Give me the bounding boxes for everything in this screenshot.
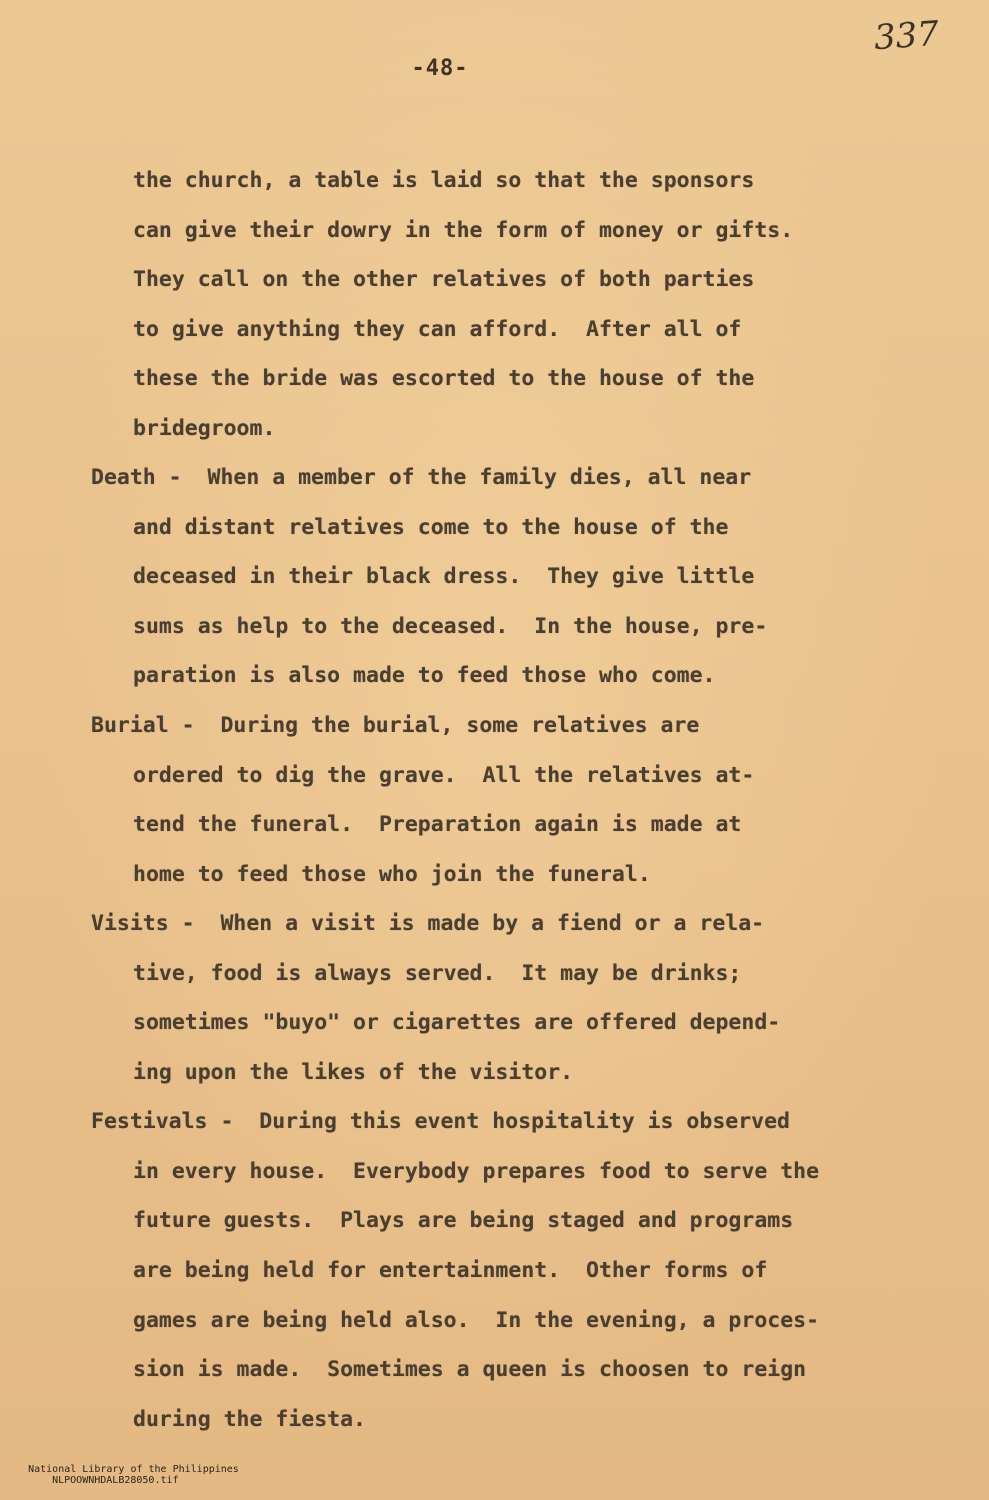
- text-line: Visits - When a visit is made by a fiend or a rela-: [91, 911, 765, 937]
- text-line: sums as help to the deceased. In the house, pre-: [133, 613, 768, 639]
- archive-number: 337: [872, 13, 941, 59]
- text-line: in every house. Everybody prepares food to serve the: [133, 1158, 820, 1184]
- text-line: during the fiesta.: [133, 1406, 366, 1432]
- text-line: home to feed those who join the funeral.: [133, 861, 651, 887]
- text-line: tend the funeral. Preparation again is made at: [133, 812, 742, 838]
- footer-filename: NLPOOWNHDALB28050.tif: [52, 1475, 179, 1486]
- text-line: ordered to dig the grave. All the relatives at-: [133, 762, 755, 788]
- text-line: games are being held also. In the evening, a proces-: [133, 1307, 820, 1333]
- text-line: tive, food is always served. It may be drinks;: [133, 960, 742, 986]
- text-line: deceased in their black dress. They give little: [133, 564, 755, 590]
- text-line: can give their dowry in the form of money or gifts.: [133, 217, 794, 243]
- text-line: They call on the other relatives of both parties: [133, 267, 755, 293]
- text-line: sometimes "buyo" or cigarettes are offered depend-: [133, 1010, 781, 1036]
- text-line: the church, a table is laid so that the sponsors: [133, 168, 755, 193]
- text-line: Death - When a member of the family dies, all near: [91, 465, 752, 491]
- text-line: ing upon the likes of the visitor.: [133, 1059, 574, 1085]
- text-line: Festivals - During this event hospitality is observed: [91, 1109, 790, 1135]
- text-line: paration is also made to feed those who come.: [133, 663, 716, 689]
- text-line: sion is made. Sometimes a queen is choosen to reign: [133, 1357, 807, 1383]
- text-line: bridegroom.: [133, 415, 276, 441]
- typed-text-body: [91, 156, 931, 1444]
- footer-library: National Library of the Philippines: [28, 1464, 239, 1475]
- text-line: these the bride was escorted to the house of the: [133, 366, 755, 392]
- text-line: future guests. Plays are being staged and programs: [133, 1208, 794, 1234]
- text-line: are being held for entertainment. Other forms of: [133, 1258, 768, 1284]
- page-number: -48-: [411, 56, 469, 81]
- text-line: and distant relatives come to the house of the: [133, 514, 729, 540]
- text-line: to give anything they can afford. After all of: [133, 316, 742, 342]
- scan-footer: [4, 1453, 239, 1497]
- text-line: Burial - During the burial, some relatives are: [91, 713, 700, 739]
